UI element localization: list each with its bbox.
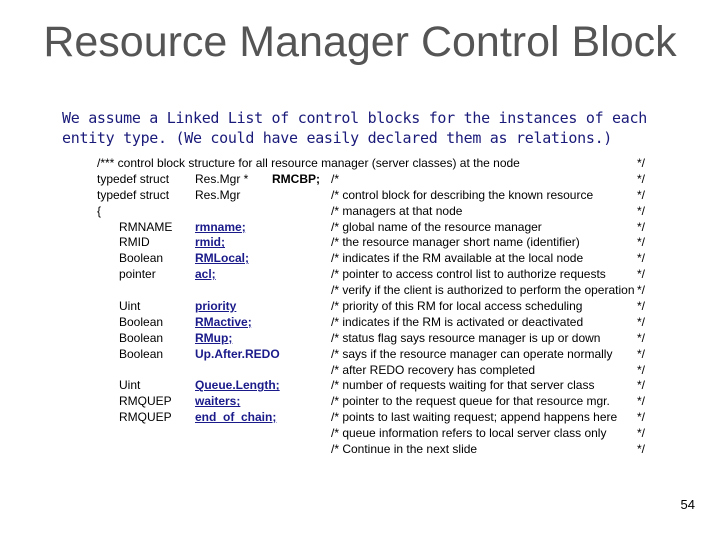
comment-end: */	[637, 156, 646, 170]
comment-end: */	[637, 362, 646, 377]
slide-title: Resource Manager Control Block	[43, 18, 677, 66]
code-line	[0, 156, 720, 172]
intro-text	[62, 108, 682, 148]
code-comment: /* indicates if the RM is activated or deactivated	[331, 314, 584, 329]
code-typedef-name: RMCBP;	[272, 171, 320, 186]
code-type: Boolean	[119, 346, 164, 361]
comment-end: */	[637, 267, 646, 282]
code-line	[0, 283, 720, 299]
code-type: Uint	[119, 299, 141, 314]
comment-end: */	[637, 299, 646, 314]
code-line	[0, 442, 720, 458]
code-comment: /* verify if the client is authorized to perform the operation	[331, 283, 635, 298]
code-line	[0, 347, 720, 363]
field-name-link[interactable]: Queue.Length;	[195, 378, 280, 393]
code-comment: /* says if the resource manager can operate normally	[331, 346, 613, 361]
code-comment: /* pointer to the request queue for that resource mgr.	[331, 394, 610, 409]
comment-end: */	[637, 314, 646, 329]
code-comment: /* number of requests waiting for that server class	[331, 378, 595, 393]
code-line	[0, 426, 720, 442]
code-comment: /* the resource manager short name (identifier)	[331, 235, 580, 250]
code-line	[0, 188, 720, 204]
comment-end: */	[637, 283, 646, 298]
code-name: Res.Mgr *	[195, 171, 249, 186]
field-name-link[interactable]: RMLocal;	[195, 251, 249, 266]
code-comment: /* control block for describing the known resource	[331, 187, 594, 202]
field-name-link[interactable]: RMactive;	[195, 314, 252, 329]
code-line	[0, 204, 720, 220]
comment-end: */	[637, 378, 646, 393]
code-comment: /* queue information refers to local server class only	[331, 426, 607, 441]
field-name-link[interactable]: priority	[195, 299, 237, 314]
code-type: Boolean	[119, 330, 164, 345]
comment-end: */	[637, 203, 646, 218]
comment-end: */	[637, 394, 646, 409]
comment-end: */	[637, 187, 646, 202]
comment-end: */	[637, 426, 646, 441]
intro-line: We assume a Linked List of control blocks for the instances of each	[62, 109, 647, 127]
code-line	[0, 172, 720, 188]
code-line	[0, 251, 720, 267]
page-number: 54	[680, 497, 695, 512]
comment-end: */	[637, 410, 646, 425]
code-type: RMNAME	[119, 219, 173, 234]
intro-line: entity type. (We could have easily declared them as relations.)	[62, 129, 613, 147]
code-line	[0, 299, 720, 315]
code-type: Uint	[119, 378, 141, 393]
code-type: Boolean	[119, 251, 164, 266]
code-comment: /* after REDO recovery has completed	[331, 362, 536, 377]
comment-end: */	[637, 442, 646, 457]
code-comment: /* managers at that node	[331, 203, 463, 218]
code-comment: /* priority of this RM for local access scheduling	[331, 299, 583, 314]
code-line	[0, 363, 720, 379]
code-comment: /* status flag says resource manager is up or down	[331, 330, 601, 345]
code-name: Res.Mgr	[195, 187, 241, 202]
code-comment: /*	[331, 171, 340, 186]
comment-end: */	[637, 251, 646, 266]
code-type: pointer	[119, 267, 156, 282]
comment-end: */	[637, 330, 646, 345]
code-line	[0, 267, 720, 283]
code-comment: /* Continue in the next slide	[331, 442, 478, 457]
code-type: typedef struct	[97, 187, 170, 202]
code-line	[0, 315, 720, 331]
code-comment: /* global name of the resource manager	[331, 219, 542, 234]
comment-end: */	[637, 219, 646, 234]
comment-end: */	[637, 171, 646, 186]
code-block	[0, 156, 720, 458]
code-line	[0, 331, 720, 347]
field-name-link[interactable]: end_of_chain;	[195, 410, 277, 425]
code-type: RMQUEP	[119, 410, 172, 425]
code-comment: /* indicates if the RM available at the local node	[331, 251, 584, 266]
code-line	[0, 235, 720, 251]
code-line	[0, 410, 720, 426]
field-name-link[interactable]: rmid;	[195, 235, 225, 250]
code-brace: {	[97, 203, 102, 218]
code-comment: /* points to last waiting request; append happens here	[331, 410, 618, 425]
field-name: Up.After.REDO	[195, 346, 280, 361]
code-type: RMQUEP	[119, 394, 172, 409]
field-name-link[interactable]: waiters;	[195, 394, 241, 409]
field-name-link[interactable]: rmname;	[195, 219, 246, 234]
field-name-link[interactable]: RMup;	[195, 330, 233, 345]
code-comment: /*** control block structure for all resource manager (server classes) at the node	[97, 156, 520, 170]
code-line	[0, 378, 720, 394]
code-type: RMID	[119, 235, 150, 250]
comment-end: */	[637, 235, 646, 250]
code-line	[0, 220, 720, 236]
field-name-link[interactable]: acl;	[195, 267, 216, 282]
code-line	[0, 394, 720, 410]
comment-end: */	[637, 346, 646, 361]
code-comment: /* pointer to access control list to authorize requests	[331, 267, 606, 282]
code-type: Boolean	[119, 314, 164, 329]
code-type: typedef struct	[97, 171, 170, 186]
